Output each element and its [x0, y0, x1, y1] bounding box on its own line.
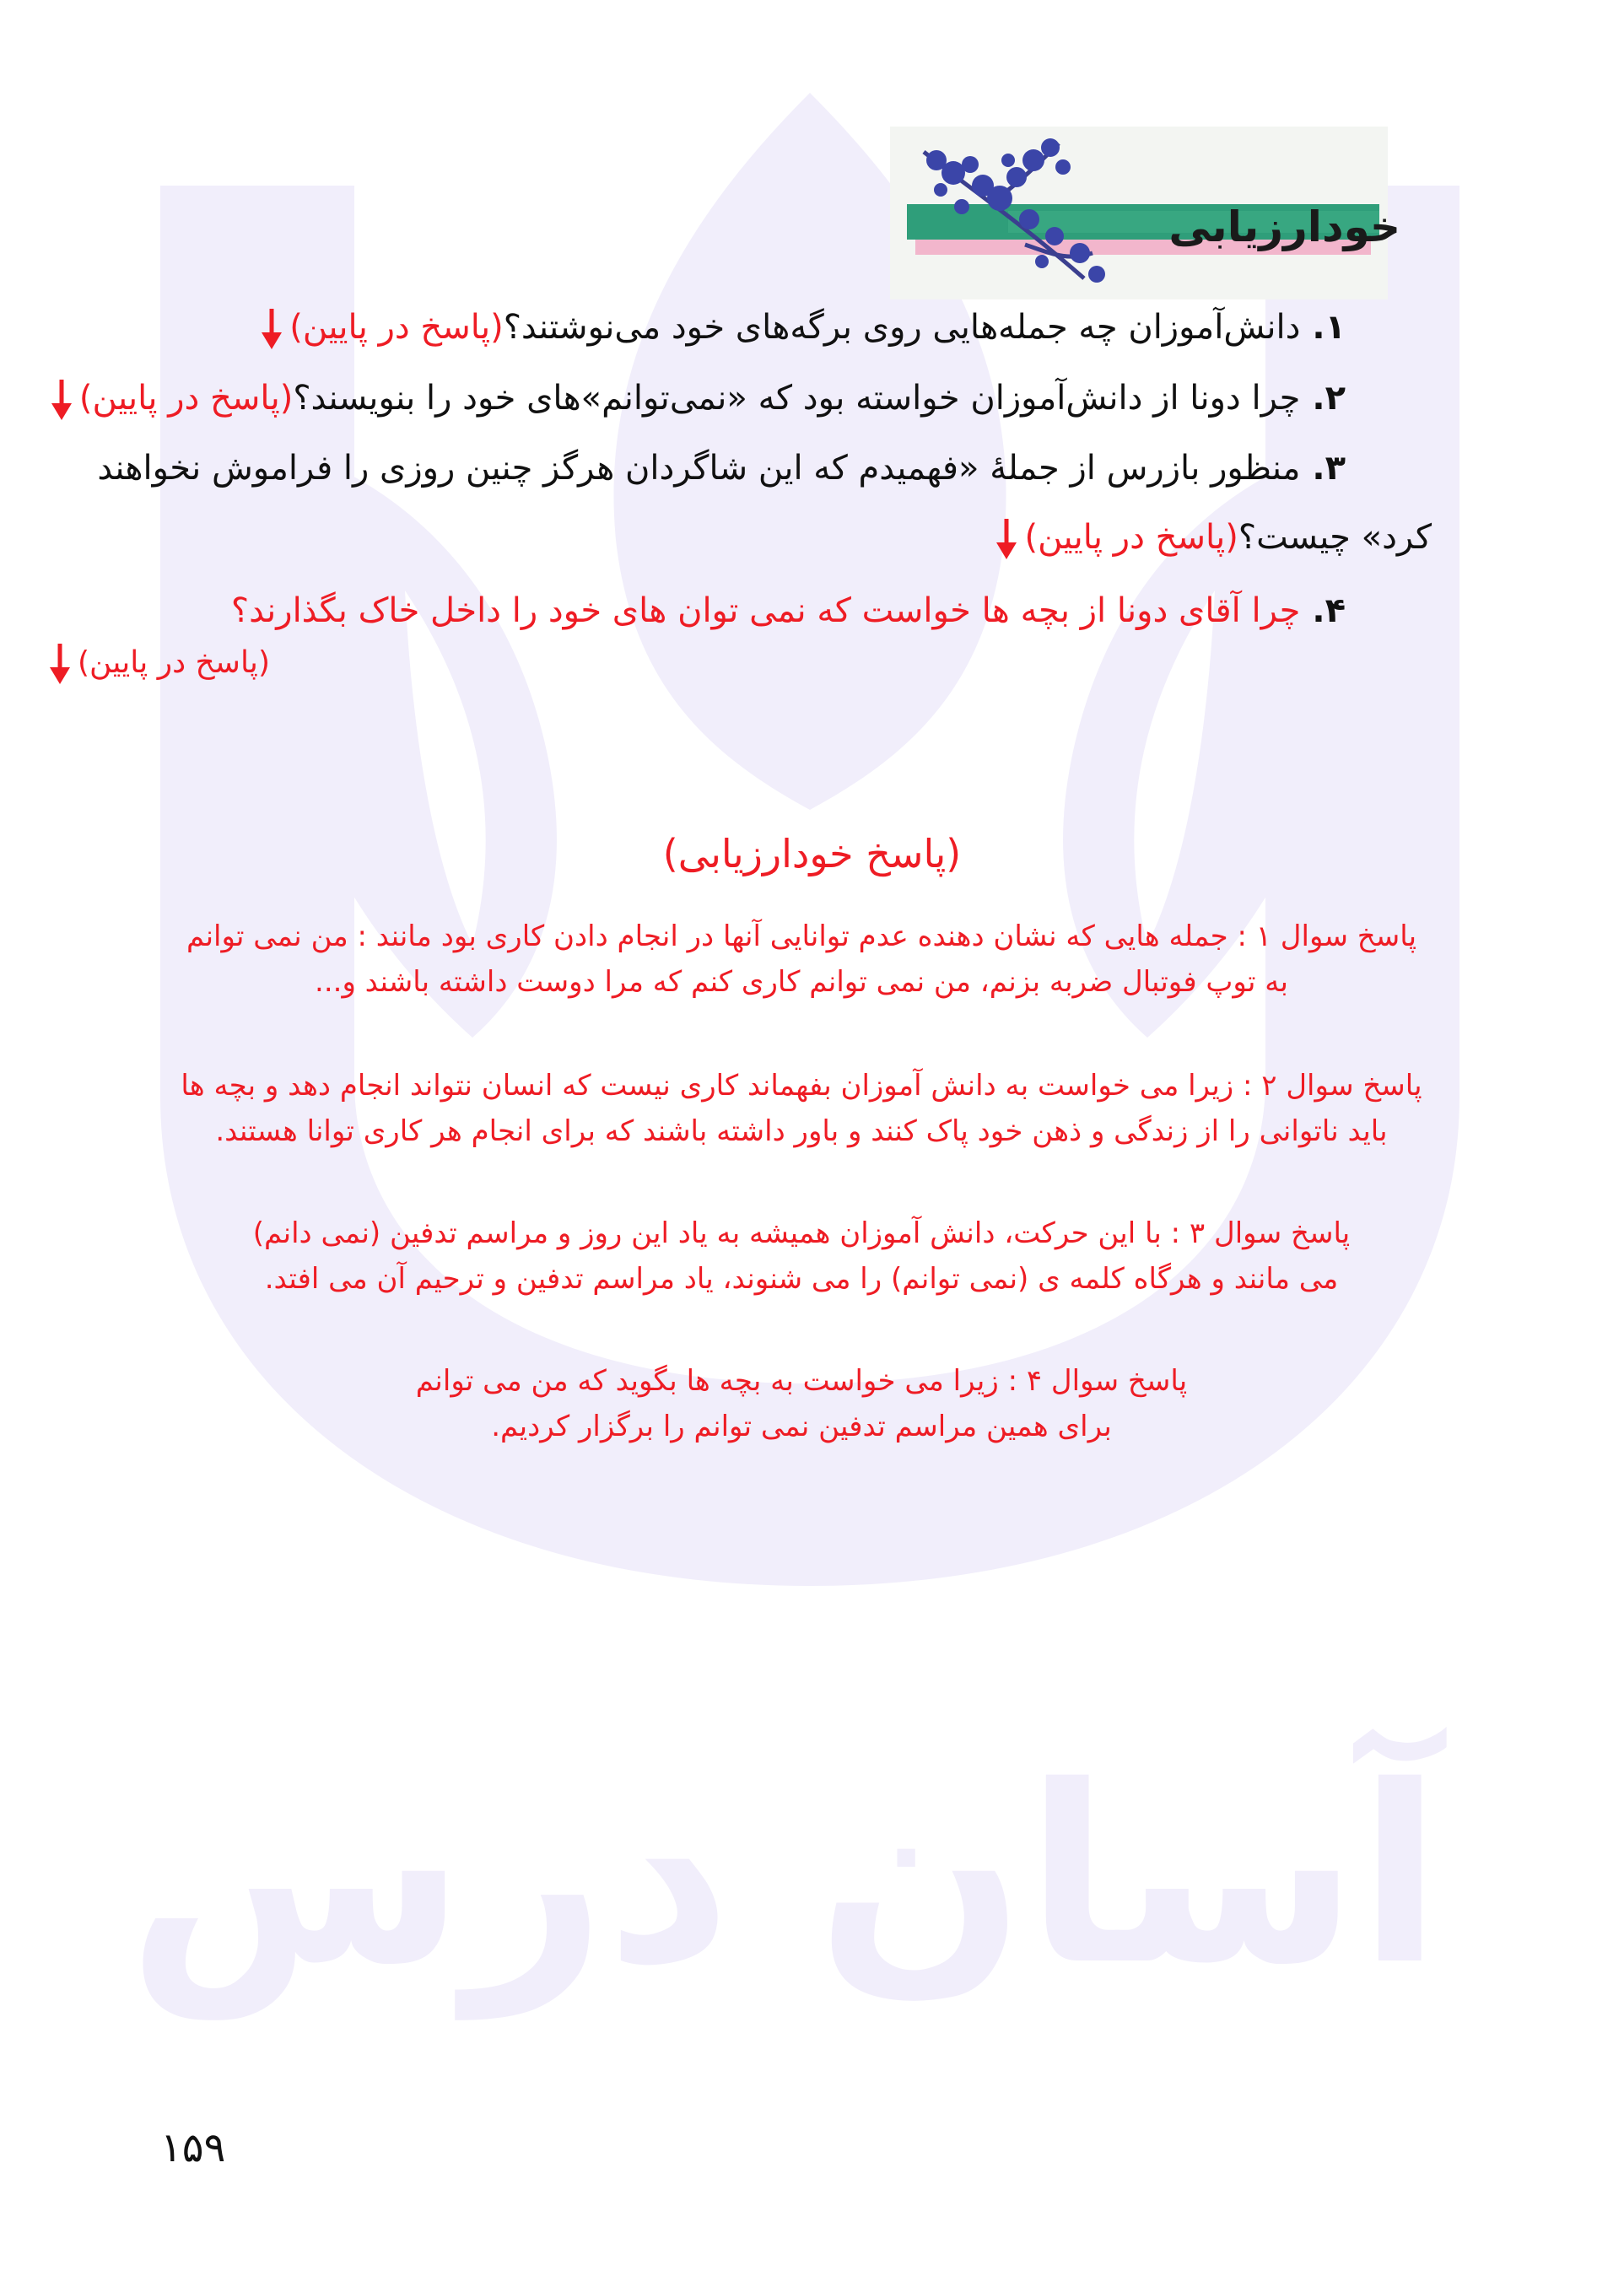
question-1	[259, 302, 1346, 353]
answer-line: باید ناتوانی را از زندگی و ذهن خود پاک کنند و باور داشته باشند که برای انجام هر کاری توانا هستند.	[215, 1114, 1388, 1148]
answer-line: پاسخ سوال ۲ : زیرا می خواست به دانش آموزان بفهماند کاری نیست که انسان نتواند انجام دهد و بچه ها	[181, 1069, 1422, 1103]
watermark-text: آسان درس	[127, 1734, 1442, 2019]
question-number: ۱.	[1312, 308, 1346, 347]
question-text: چرا دونا از دانش‌آموزان خواسته بود که «نمی‌توانم»های خود را بنویسند؟	[293, 379, 1301, 418]
red-down-arrow-icon	[994, 517, 1019, 561]
answer-2	[51, 1063, 1552, 1154]
answer-link[interactable]: (پاسخ در پایین)	[77, 645, 270, 680]
question-number: ۴.	[1312, 591, 1346, 630]
answer-link[interactable]: (پاسخ در پایین)	[289, 308, 504, 347]
question-4-link-line	[47, 638, 270, 688]
question-text: کرد» چیست؟	[1238, 518, 1432, 557]
answer-link[interactable]: (پاسخ در پایین)	[78, 379, 294, 418]
question-text: دانش‌آموزان چه جمله‌هایی روی برگه‌های خود می‌نوشتند؟	[503, 308, 1301, 347]
answers-title: (پاسخ خودارزیابی)	[662, 831, 962, 876]
question-number: ۳.	[1312, 449, 1346, 488]
question-number: ۲.	[1312, 379, 1346, 418]
question-2	[49, 373, 1346, 423]
question-text: منظور بازرس از جملهٔ «فهمیدم که این شاگردان هرگز چنین روزی را فراموش نخواهند	[97, 449, 1301, 488]
answer-line: پاسخ سوال ۱ : جمله هایی که نشان دهنده عدم توانایی آنها در انجام دادن کاری بود مانند : من نمی توانم	[186, 919, 1417, 953]
answer-3	[51, 1211, 1552, 1302]
answer-line: پاسخ سوال ۴ : زیرا می خواست به بچه ها بگوید که من می توانم	[415, 1364, 1188, 1398]
answer-link[interactable]: (پاسخ در پایین)	[1024, 518, 1238, 557]
question-text: چرا آقای دونا از بچه ها خواست که نمی توان های خود را داخل خاک بگذارند؟	[230, 591, 1301, 630]
red-down-arrow-icon	[259, 307, 284, 351]
answer-line: پاسخ سوال ۳ : با این حرکت، دانش آموزان همیشه به یاد این روز و مراسم تدفین (نمی دانم)	[252, 1216, 1351, 1250]
question-4	[231, 585, 1346, 636]
answer-1	[51, 914, 1552, 1005]
answer-4	[51, 1358, 1552, 1449]
question-3-line-2	[994, 512, 1432, 563]
answer-line: به توپ فوتبال ضربه بزنم، من نمی توانم کاری کنم که مرا دوست داشته باشند و...	[315, 965, 1288, 999]
red-down-arrow-icon	[49, 378, 74, 422]
answer-line: می مانند و هرگاه کلمه ی (نمی توانم) را می شنوند، یاد مراسم تدفین و ترحیم آن می افتد.	[264, 1262, 1339, 1296]
question-3-line-1	[97, 443, 1346, 493]
section-title: خودارزیابی	[1168, 202, 1400, 251]
red-down-arrow-icon	[47, 642, 73, 686]
page-number: ۱۵۹	[160, 2124, 226, 2171]
answer-line: برای همین مراسم تدفین نمی توانم را برگزار کردیم.	[491, 1410, 1112, 1443]
